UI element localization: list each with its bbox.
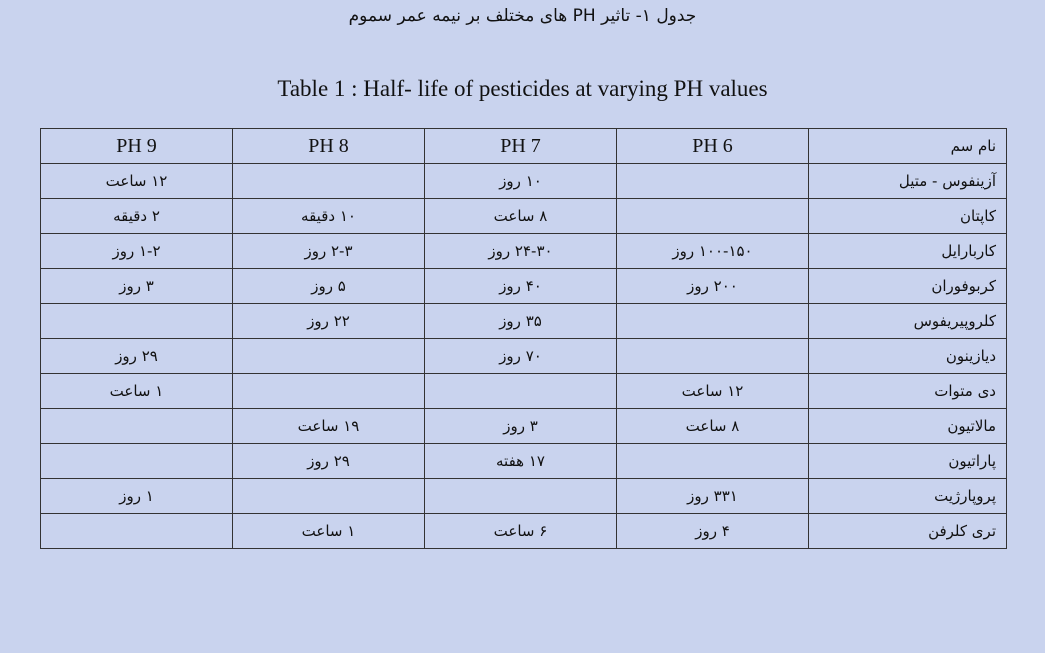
cell-ph6: ۱۲ ساعت: [617, 374, 809, 409]
cell-ph6: [617, 164, 809, 199]
cell-pesticide-name: مالاتیون: [809, 409, 1007, 444]
table-row: [41, 444, 1007, 479]
header-ph9: PH 9: [41, 129, 233, 164]
cell-ph6: [617, 444, 809, 479]
cell-ph7: ۱۰ روز: [425, 164, 617, 199]
cell-ph9: ۱ روز: [41, 479, 233, 514]
table-row: [41, 374, 1007, 409]
cell-pesticide-name: دی متوات: [809, 374, 1007, 409]
cell-ph9: [41, 514, 233, 549]
cell-ph8: ۲۹ روز: [233, 444, 425, 479]
english-table-title: Table 1 : Half- life of pesticides at varying PH values: [277, 76, 768, 101]
cell-ph6: ۳۳۱ روز: [617, 479, 809, 514]
cell-ph9: ۱ ساعت: [41, 374, 233, 409]
cell-pesticide-name: کاپتان: [809, 199, 1007, 234]
cell-pesticide-name: کربوفوران: [809, 269, 1007, 304]
cell-ph8: [233, 374, 425, 409]
table-row: [41, 269, 1007, 304]
cell-ph8: ۵ روز: [233, 269, 425, 304]
cell-ph7: ۱۷ هفته: [425, 444, 617, 479]
cell-ph8: ۱۹ ساعت: [233, 409, 425, 444]
cell-ph7: ۷۰ روز: [425, 339, 617, 374]
cell-ph8: ۱ ساعت: [233, 514, 425, 549]
cell-ph6: [617, 339, 809, 374]
cell-ph8: ۱۰ دقیقه: [233, 199, 425, 234]
cell-ph9: ۱۲ ساعت: [41, 164, 233, 199]
header-ph8: PH 8: [233, 129, 425, 164]
cell-pesticide-name: پاراتیون: [809, 444, 1007, 479]
table-row: [41, 234, 1007, 269]
table-row: [41, 304, 1007, 339]
cell-ph6: ۴ روز: [617, 514, 809, 549]
table-row: [41, 409, 1007, 444]
cell-ph7: ۳ روز: [425, 409, 617, 444]
cell-pesticide-name: کلروپیریفوس: [809, 304, 1007, 339]
header-pesticide-name: نام سم: [809, 129, 1007, 164]
cell-ph7: ۴۰ روز: [425, 269, 617, 304]
cell-ph7: ۸ ساعت: [425, 199, 617, 234]
cell-ph8: ۲۲ روز: [233, 304, 425, 339]
cell-pesticide-name: کاربارایل: [809, 234, 1007, 269]
cell-ph7: ۳۵ روز: [425, 304, 617, 339]
cell-ph9: ۲ دقیقه: [41, 199, 233, 234]
cell-pesticide-name: پروپارژیت: [809, 479, 1007, 514]
cell-ph9: ۳ روز: [41, 269, 233, 304]
table-row: [41, 339, 1007, 374]
table-row: [41, 164, 1007, 199]
table-header-row: [41, 129, 1007, 164]
cell-ph6: [617, 304, 809, 339]
cell-ph9: ۲۹ روز: [41, 339, 233, 374]
half-life-table: [40, 128, 1007, 549]
cell-ph6: ۲۰۰ روز: [617, 269, 809, 304]
header-ph7: PH 7: [425, 129, 617, 164]
cell-ph8: ۲-۳ روز: [233, 234, 425, 269]
persian-table-title: جدول ۱- تاثیر PH های مختلف بر نیمه عمر سموم: [348, 6, 697, 26]
cell-ph6: ۱۰۰-۱۵۰ روز: [617, 234, 809, 269]
cell-ph7: ۲۴-۳۰ روز: [425, 234, 617, 269]
cell-pesticide-name: دیازینون: [809, 339, 1007, 374]
cell-ph7: ۶ ساعت: [425, 514, 617, 549]
cell-ph6: ۸ ساعت: [617, 409, 809, 444]
cell-ph8: [233, 164, 425, 199]
cell-pesticide-name: تری کلرفن: [809, 514, 1007, 549]
cell-ph9: [41, 304, 233, 339]
cell-ph6: [617, 199, 809, 234]
cell-ph9: ۱-۲ روز: [41, 234, 233, 269]
cell-ph7: [425, 374, 617, 409]
cell-ph9: [41, 444, 233, 479]
header-ph6: PH 6: [617, 129, 809, 164]
cell-ph8: [233, 479, 425, 514]
table-row: [41, 199, 1007, 234]
cell-pesticide-name: آزینفوس - متیل: [809, 164, 1007, 199]
table-row: [41, 514, 1007, 549]
cell-ph9: [41, 409, 233, 444]
cell-ph8: [233, 339, 425, 374]
table-row: [41, 479, 1007, 514]
cell-ph7: [425, 479, 617, 514]
